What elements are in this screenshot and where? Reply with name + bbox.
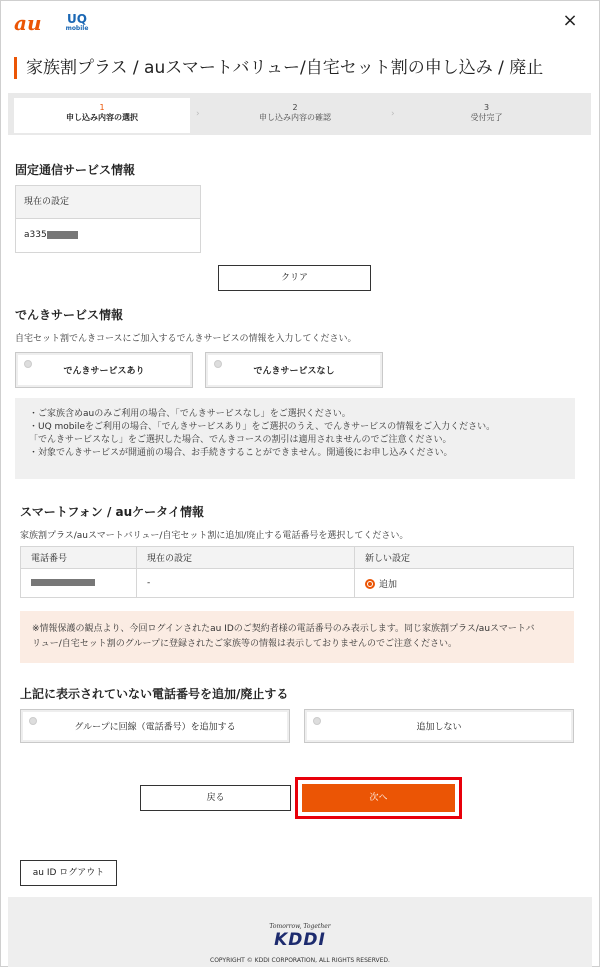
current-setting-value — [16, 219, 200, 252]
option-label: 追加しない — [416, 722, 462, 733]
clear-button[interactable]: クリア — [218, 265, 371, 291]
fixed-service-title: 固定通信サービス情報 — [15, 163, 136, 177]
electricity-description: 自宅セット割でんきコースにご加入するでんきサービスの情報を入力してください。 — [15, 334, 357, 344]
add-remove-title: 上記に表示されていない電話番号を追加/廃止する — [20, 687, 289, 701]
column-header: 現在の設定 — [137, 547, 355, 569]
smartphone-title: スマートフォン / auケータイ情報 — [20, 505, 204, 519]
table-header-row — [21, 547, 574, 569]
footer-tagline: Tomorrow, Together — [269, 923, 331, 930]
option-label: でんきサービスあり — [63, 366, 145, 377]
smartphone-description: 家族割プラス/auスマートバリュー/自宅セット割に追加/廃止する電話番号を選択してください。 — [20, 531, 409, 541]
column-header: 新しい設定 — [355, 547, 574, 569]
electricity-yes-option[interactable] — [15, 352, 193, 388]
warning-line: ※情報保護の観点より、今回ログインされたau IDのご契約者様の電話番号のみ表示します。同じ家族割プラス/auスマートバ — [32, 624, 535, 634]
radio-selected-icon[interactable] — [365, 579, 375, 589]
electricity-notes — [15, 398, 575, 479]
current-setting-label: 現在の設定 — [16, 186, 200, 219]
kddi-logo: KDDI — [274, 930, 326, 950]
step-label: 受付完了 — [470, 113, 503, 122]
step-2 — [204, 98, 386, 133]
chevron-right-icon: › — [391, 109, 395, 119]
step-label: 申し込み内容の選択 — [66, 113, 138, 122]
footer — [8, 897, 592, 967]
column-header: 電話番号 — [21, 547, 137, 569]
page-title: 家族割プラス / auスマートバリュー/自宅セット割の申し込み / 廃止 — [14, 57, 543, 79]
fixed-id-prefix: a335 — [24, 230, 47, 240]
add-line-option[interactable] — [20, 709, 290, 743]
step-1 — [14, 98, 190, 133]
uq-mobile-logo — [62, 13, 92, 33]
uq-logo-sub: mobile — [65, 25, 89, 32]
step-number: 3 — [483, 103, 490, 112]
step-number: 1 — [99, 103, 105, 112]
privacy-warning — [20, 611, 574, 663]
step-label: 申し込み内容の確認 — [259, 113, 331, 122]
no-add-option[interactable] — [304, 709, 574, 743]
phone-table — [20, 546, 574, 598]
new-setting-label: 追加 — [379, 579, 398, 590]
back-button[interactable]: 戻る — [140, 785, 291, 811]
option-label: でんきサービスなし — [253, 366, 335, 377]
note-line: ・ご家族含めauのみご利用の場合、「でんきサービスなし」をご選択ください。 — [29, 409, 351, 419]
next-button[interactable] — [295, 777, 462, 819]
warning-line: リュー/自宅セット割のグループに登録されたご家族等の情報は表示しておりませんのでご注意ください。 — [32, 639, 458, 649]
uq-logo-text: UQ — [67, 12, 87, 26]
copyright-text: COPYRIGHT © KDDI CORPORATION, ALL RIGHTS RESERVED. — [210, 957, 390, 964]
next-button-label: 次へ — [302, 784, 455, 812]
phone-number-cell — [21, 569, 137, 598]
electricity-no-option[interactable] — [205, 352, 383, 388]
note-line: ・UQ mobileをご利用の場合、「でんきサービスあり」をご選択のうえ、でんきサービスの情報をご入力ください。 — [29, 422, 496, 432]
close-icon[interactable]: × — [562, 10, 578, 31]
masked-id — [47, 231, 78, 239]
fixed-service-table — [15, 185, 201, 253]
note-line: ・対象でんきサービスが開通前の場合、お手続きすることができません。開通後にお申し込みください。 — [29, 448, 453, 458]
chevron-right-icon: › — [196, 109, 200, 119]
current-setting-cell: - — [137, 569, 355, 598]
new-setting-cell[interactable] — [355, 569, 574, 598]
table-row — [21, 569, 574, 598]
electricity-title: でんきサービス情報 — [15, 308, 124, 322]
masked-phone-number — [31, 579, 95, 586]
step-3 — [399, 98, 574, 133]
step-indicator — [8, 93, 591, 135]
au-logo: au — [14, 11, 42, 35]
logout-button[interactable]: au ID ログアウト — [20, 860, 117, 886]
note-line: 「でんきサービスなし」をご選択した場合、でんきコースの割引は適用されませんのでご注意ください。 — [29, 435, 452, 445]
option-label: グループに回線（電話番号）を追加する — [74, 722, 236, 733]
step-number: 2 — [292, 103, 298, 112]
